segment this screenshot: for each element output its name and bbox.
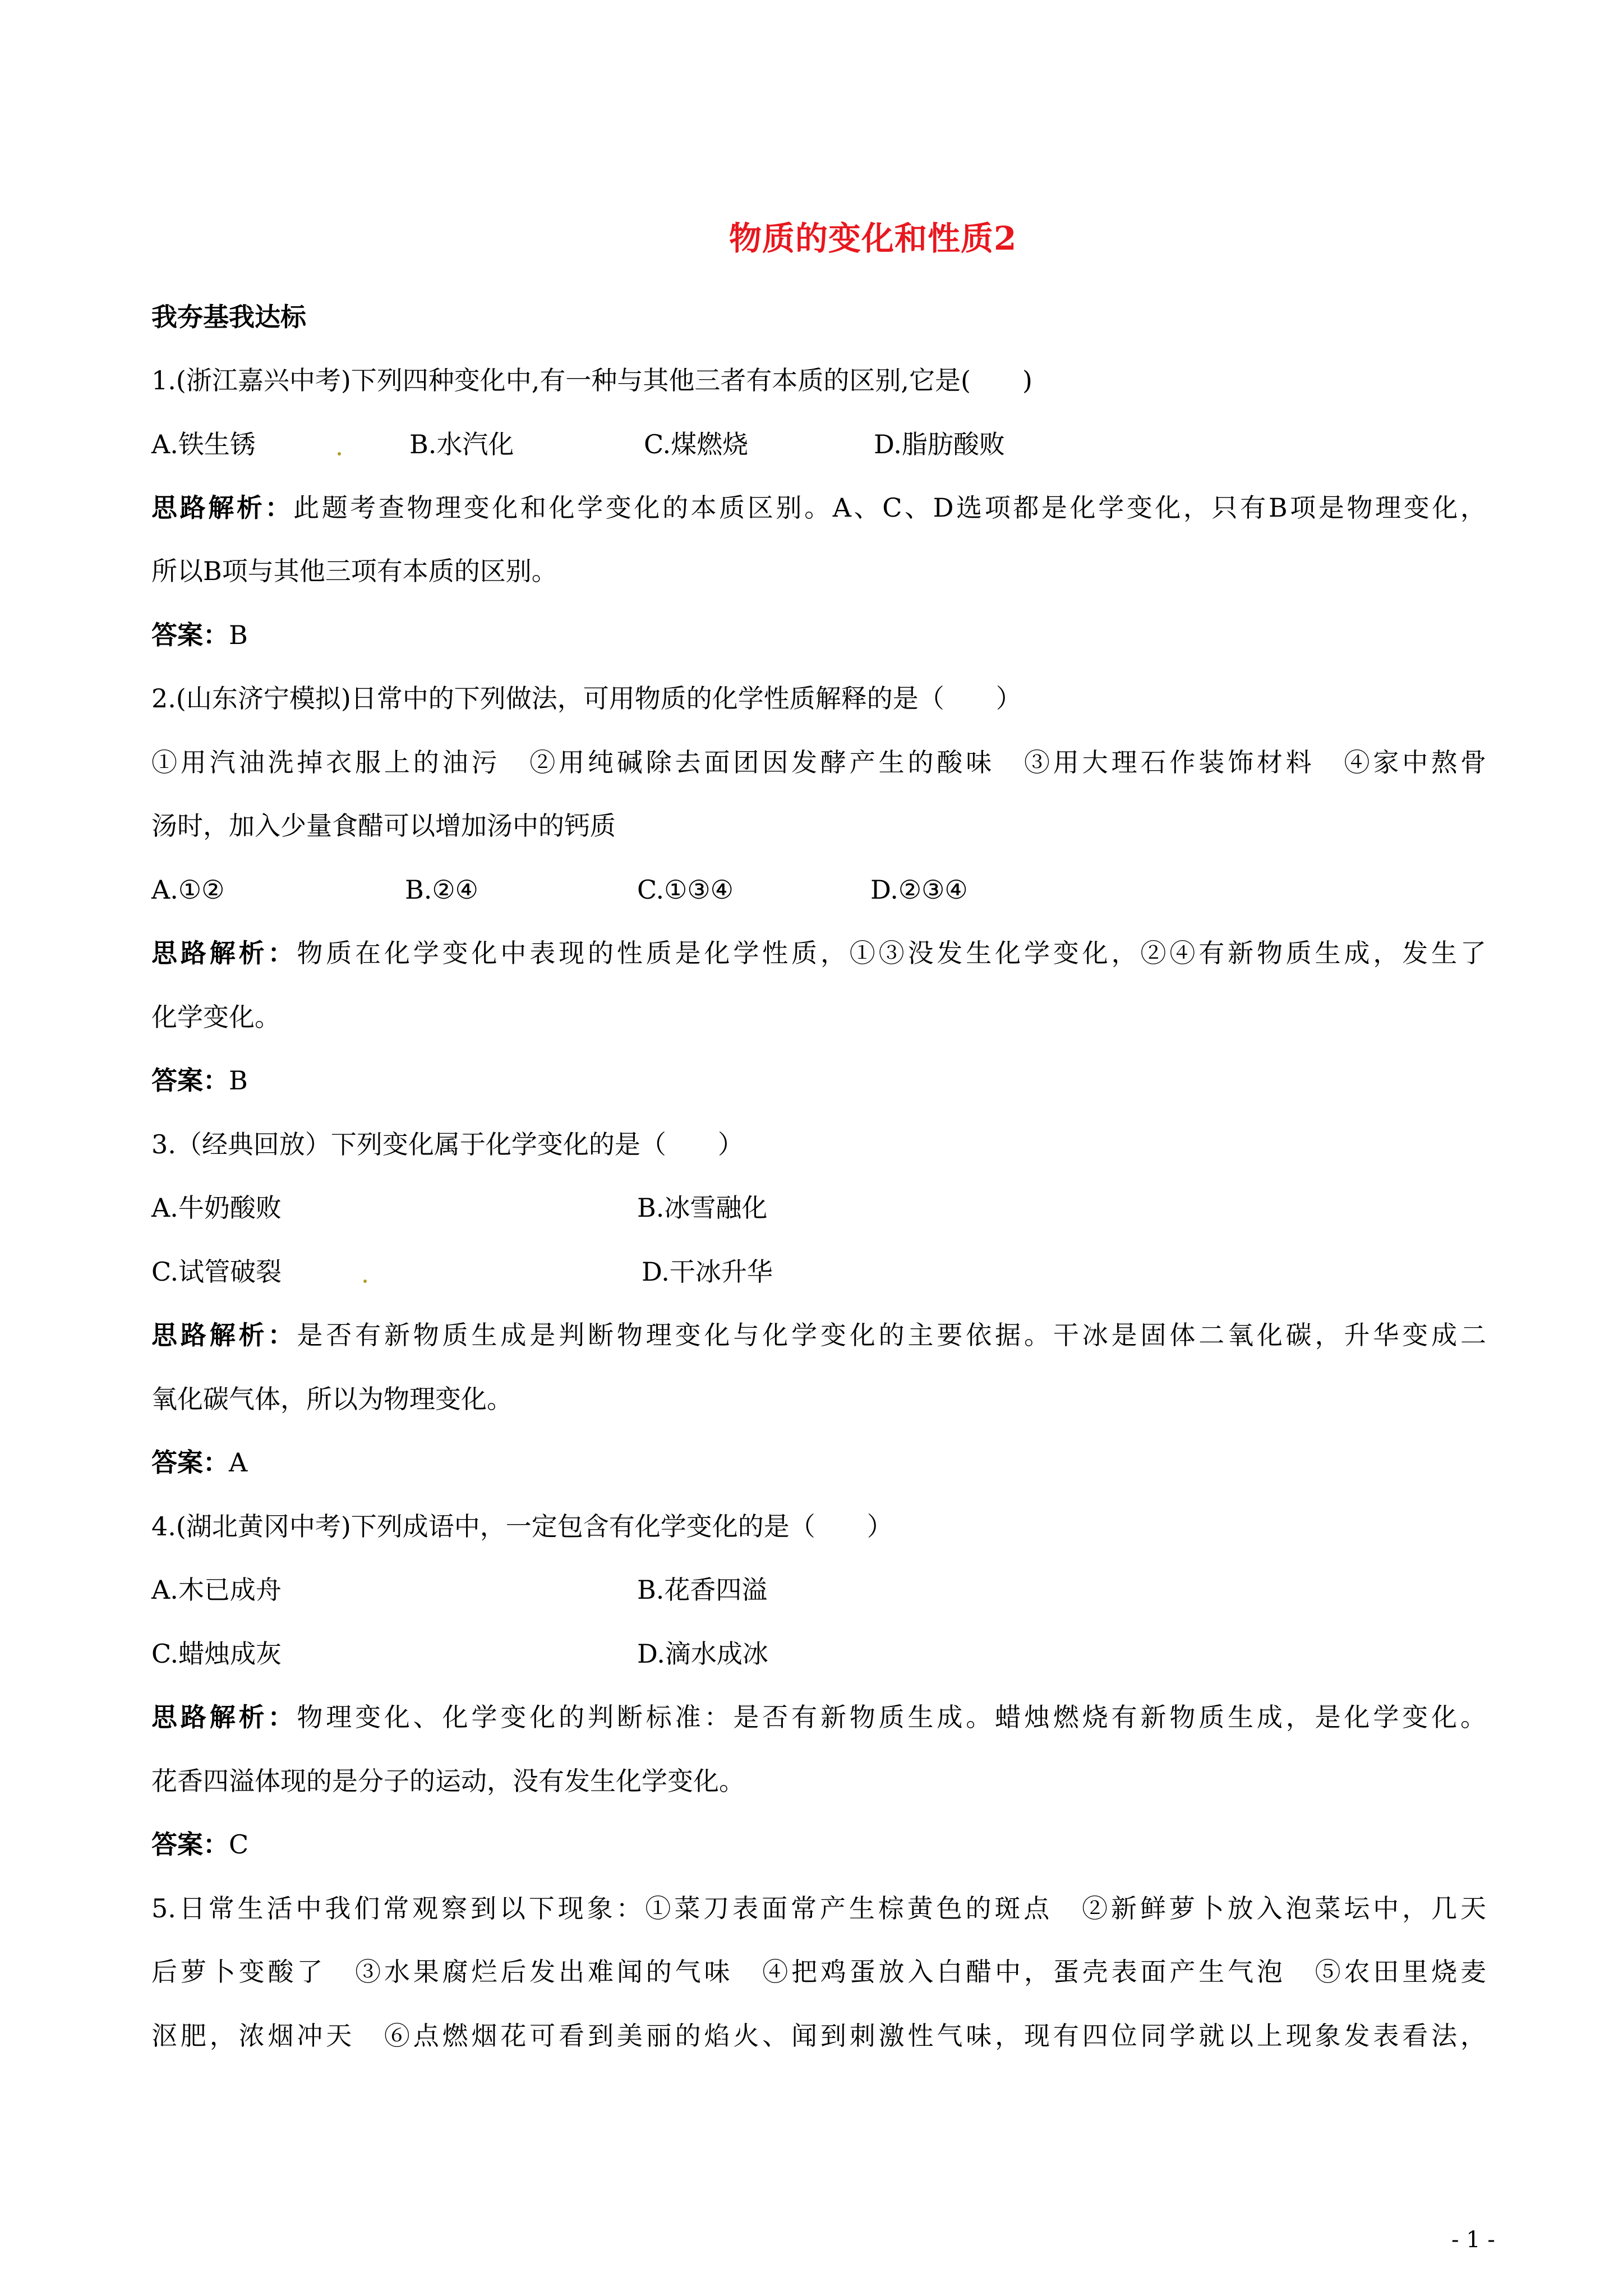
q3-answer xyxy=(151,1446,1486,1479)
q2-option-c: C.①③④ xyxy=(637,875,734,905)
q1-analysis-label: 思路解析： xyxy=(151,493,294,523)
q2-analysis-line-2: 化学变化。 xyxy=(151,1002,280,1032)
q2-answer xyxy=(151,1064,1486,1097)
q1-options xyxy=(151,427,1486,461)
page-title: 物质的变化和性质2 xyxy=(729,219,1017,257)
q3-answer-label: 答案： xyxy=(151,1447,229,1478)
page-number: - 1 - xyxy=(1451,2227,1495,2253)
q2-analysis-label: 思路解析： xyxy=(151,938,297,968)
q3-answer-value: A xyxy=(229,1447,248,1478)
stray-dot xyxy=(363,1280,367,1283)
q2-option-d: D.②③④ xyxy=(870,875,968,905)
q3-option-a: A.牛奶酸败 xyxy=(151,1193,282,1223)
q1-option-c: C.煤燃烧 xyxy=(644,429,749,459)
q2-answer-value: B xyxy=(229,1065,248,1096)
q4-options-row-1 xyxy=(151,1573,1486,1607)
q3-analysis-label: 思路解析： xyxy=(151,1320,297,1350)
q2-stem-line-2: ①用汽油洗掉衣服上的油污 ②用纯碱除去面团因发酵产生的酸味 ③用大理石作装饰材料 ④家中熬骨 xyxy=(151,747,1486,777)
section-heading: 我夯基我达标 xyxy=(151,302,306,332)
q1-answer-label: 答案： xyxy=(151,620,229,650)
q3-option-b: B.冰雪融化 xyxy=(637,1193,768,1223)
q4-analysis-line-2: 花香四溢体现的是分子的运动，没有发生化学变化。 xyxy=(151,1766,745,1796)
q3-option-d: D.干冰升华 xyxy=(642,1257,773,1287)
q4-option-c: C.蜡烛成灰 xyxy=(151,1639,282,1669)
q5-stem: 5.日常生活中我们常观察到以下现象：①菜刀表面常产生棕黄色的斑点 ②新鲜萝卜放入泡菜坛中，几天 xyxy=(151,1893,1486,1924)
q3-option-c: C.试管破裂 xyxy=(151,1257,282,1287)
q4-analysis-label: 思路解析： xyxy=(151,1702,297,1732)
q5-stem-line-2: 后萝卜变酸了 ③水果腐烂后发出难闻的气味 ④把鸡蛋放入白醋中，蛋壳表面产生气泡 ⑤农田里烧麦 xyxy=(151,1957,1486,1987)
q1-option-b: B.水汽化 xyxy=(409,429,514,459)
q3-options-row-1 xyxy=(151,1191,1486,1225)
q2-answer-label: 答案： xyxy=(151,1065,229,1096)
stray-dot xyxy=(338,452,341,455)
q3-analysis-line-2: 氧化碳气体，所以为物理变化。 xyxy=(151,1384,513,1414)
q2-options xyxy=(151,873,1486,907)
q4-answer xyxy=(151,1828,1486,1861)
q1-option-a: A.铁生锈 xyxy=(151,429,256,459)
q2-analysis-line-1: 思路解析：物质在化学变化中表现的性质是化学性质，①③没发生化学变化，②④有新物质生成，发生了 xyxy=(151,938,1487,968)
q4-option-b: B.花香四溢 xyxy=(637,1575,768,1605)
q4-options-row-2 xyxy=(151,1637,1486,1671)
q1-option-d: D.脂肪酸败 xyxy=(874,429,1005,459)
q1-answer xyxy=(151,618,1486,652)
q2-option-a: A.①② xyxy=(151,875,225,905)
q1-analysis-line-1: 思路解析：此题考查物理变化和化学变化的本质区别。A、C、D选项都是化学变化，只有B项是物理变化， xyxy=(151,493,1486,523)
q4-option-d: D.滴水成冰 xyxy=(637,1639,768,1669)
q1-stem: 1.(浙江嘉兴中考)下列四种变化中,有一种与其他三者有本质的区别,它是( ) xyxy=(151,365,1032,395)
q4-stem: 4.(湖北黄冈中考)下列成语中，一定包含有化学变化的是（ ） xyxy=(151,1511,893,1542)
q3-stem: 3.（经典回放）下列变化属于化学变化的是（ ） xyxy=(151,1129,744,1159)
q5-stem-line-3: 沤肥，浓烟冲天 ⑥点燃烟花可看到美丽的焰火、闻到刺激性气味，现有四位同学就以上现象发表看法， xyxy=(151,2021,1486,2051)
q2-stem-line-3: 汤时，加入少量食醋可以增加汤中的钙质 xyxy=(151,811,616,841)
q2-option-b: B.②④ xyxy=(405,875,478,905)
q4-answer-value: C xyxy=(229,1829,249,1860)
q2-stem: 2.(山东济宁模拟)日常中的下列做法，可用物质的化学性质解释的是（ ） xyxy=(151,683,1022,714)
q4-analysis-line-1: 思路解析：物理变化、化学变化的判断标准：是否有新物质生成。蜡烛燃烧有新物质生成，是化学变化。 xyxy=(151,1702,1487,1732)
q1-analysis-line-2: 所以B项与其他三项有本质的区别。 xyxy=(151,556,557,586)
q4-option-a: A.木已成舟 xyxy=(151,1575,282,1605)
q1-answer-value: B xyxy=(229,620,248,650)
q3-analysis-line-1: 思路解析：是否有新物质生成是判断物理变化与化学变化的主要依据。干冰是固体二氧化碳，升华变成二 xyxy=(151,1320,1487,1350)
q4-answer-label: 答案： xyxy=(151,1829,229,1860)
q3-options-row-2 xyxy=(151,1255,1486,1289)
